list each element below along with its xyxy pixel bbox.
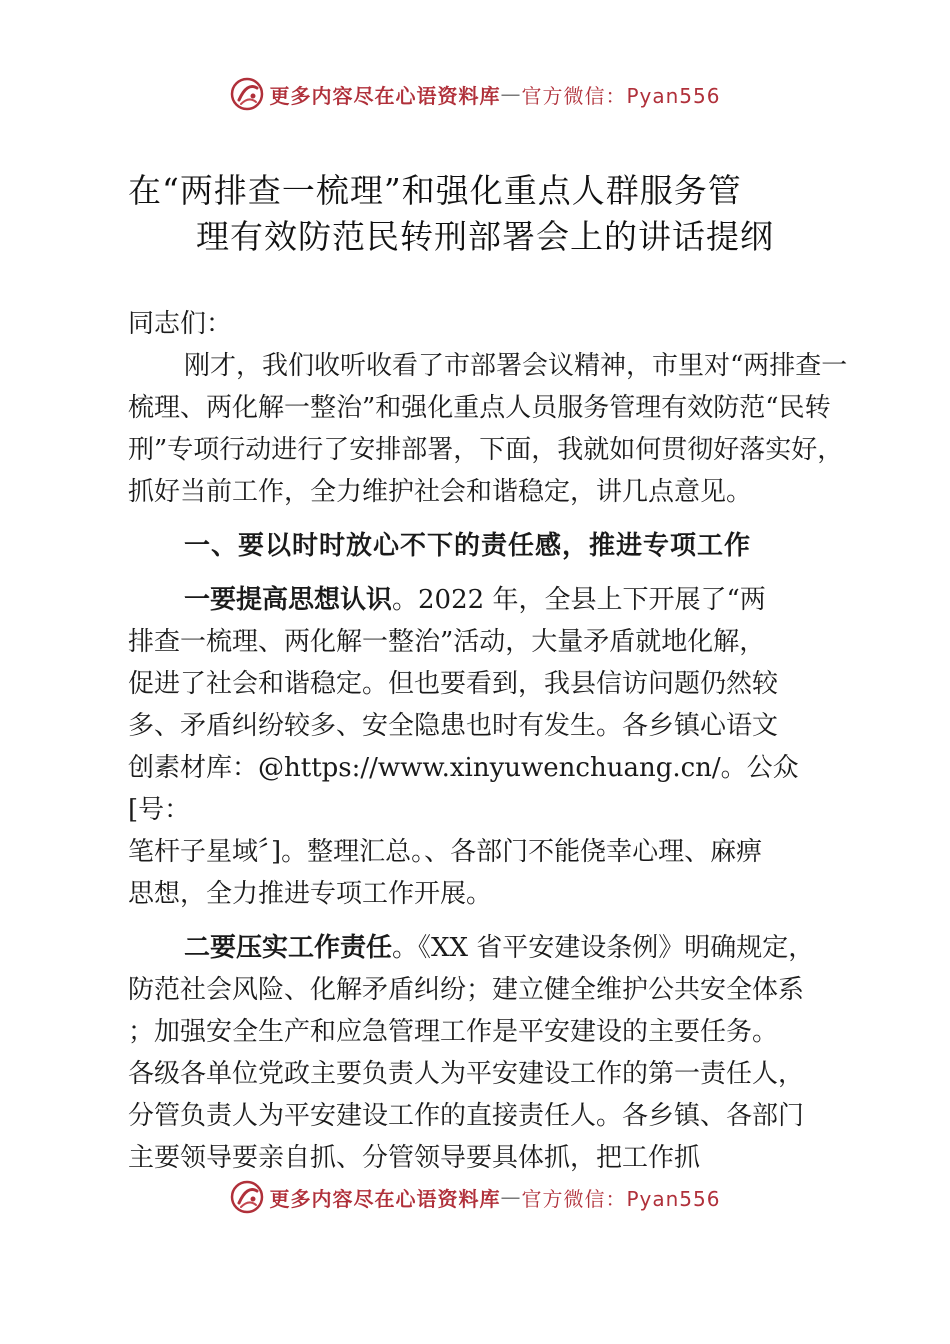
paragraph-2: [128, 927, 848, 1179]
paragraph-1-line: 笔杆子星域〞]。整理汇总。、各部门不能侥幸心理、麻痹: [128, 837, 763, 867]
logo-icon: [229, 1179, 265, 1215]
title-line-2: 理有效防范民转刑部署会上的讲话提纲: [196, 217, 774, 256]
paragraph-1: [128, 579, 848, 915]
paragraph-1-line: 排查一梳理、两化解一整治”活动，大量矛盾就地化解，: [128, 627, 766, 657]
banner-separator: —: [500, 82, 522, 106]
intro-paragraph: 刚才，我们收听收看了市部署会议精神，市里对“两排查一梳理、两化解一整治”和强化重点人员服务管理有效防范“民转刑”专项行动进行了安排部署，下面，我就如何贯彻好落实好，抓好当前工作，全力维护社会和谐稳定，讲几点意见。: [128, 351, 848, 507]
paragraph-2-line: 防范社会风险、化解矛盾纠纷；建立健全维护公共安全体系: [128, 975, 805, 1005]
title-line-1: 在“两排查一梳理”和强化重点人群服务管: [128, 171, 742, 210]
paragraph-1-line: 创素材库：@https://www.xinyuwenchuang.cn/。公众[号：: [128, 753, 799, 825]
section-heading-1: 一、要以时时放心不下的责任感，推进专项工作: [184, 531, 752, 561]
logo-icon: [229, 76, 265, 112]
banner-wechat-text: 官方微信：Pyan556: [521, 83, 721, 108]
document-title: [128, 168, 828, 260]
banner-wechat-text: 官方微信：Pyan556: [521, 1186, 721, 1211]
banner-main-text: 更多内容尽在心语资料库: [269, 83, 501, 108]
paragraph-2-lead: 二要压实工作责任: [184, 933, 393, 963]
banner-main-text: 更多内容尽在心语资料库: [269, 1186, 501, 1211]
paragraph-1-line: 。2022 年，全县上下开展了“两: [392, 585, 766, 615]
greeting: 同志们：: [128, 309, 233, 339]
paragraph-2-line: ；加强安全生产和应急管理工作是平安建设的主要任务。: [128, 1017, 779, 1047]
paragraph-2-line: 分管负责人为平安建设工作的直接责任人。各乡镇、各部门: [128, 1101, 805, 1131]
paragraph-1-line: 思想，全力推进专项工作开展。: [128, 879, 493, 909]
footer-banner: [0, 1177, 950, 1217]
paragraph-1-line: 多、矛盾纠纷较多、安全隐患也时有发生。各乡镇心语文: [128, 711, 779, 741]
paragraph-2-line: 主要领导要亲自抓、分管领导要具体抓，把工作抓: [128, 1143, 701, 1173]
paragraph-1-lead: 一要提高思想认识: [184, 585, 393, 615]
header-banner: [0, 74, 950, 114]
banner-separator: —: [500, 1185, 522, 1209]
paragraph-1-line: 促进了社会和谐稳定。但也要看到，我县信访问题仍然较: [128, 669, 779, 699]
paragraph-2-line: 各级各单位党政主要负责人为平安建设工作的第一责任人，: [128, 1059, 805, 1089]
paragraph-2-line: 。《XX 省平安建设条例》明确规定，: [392, 933, 815, 963]
document-body: [128, 303, 848, 1179]
